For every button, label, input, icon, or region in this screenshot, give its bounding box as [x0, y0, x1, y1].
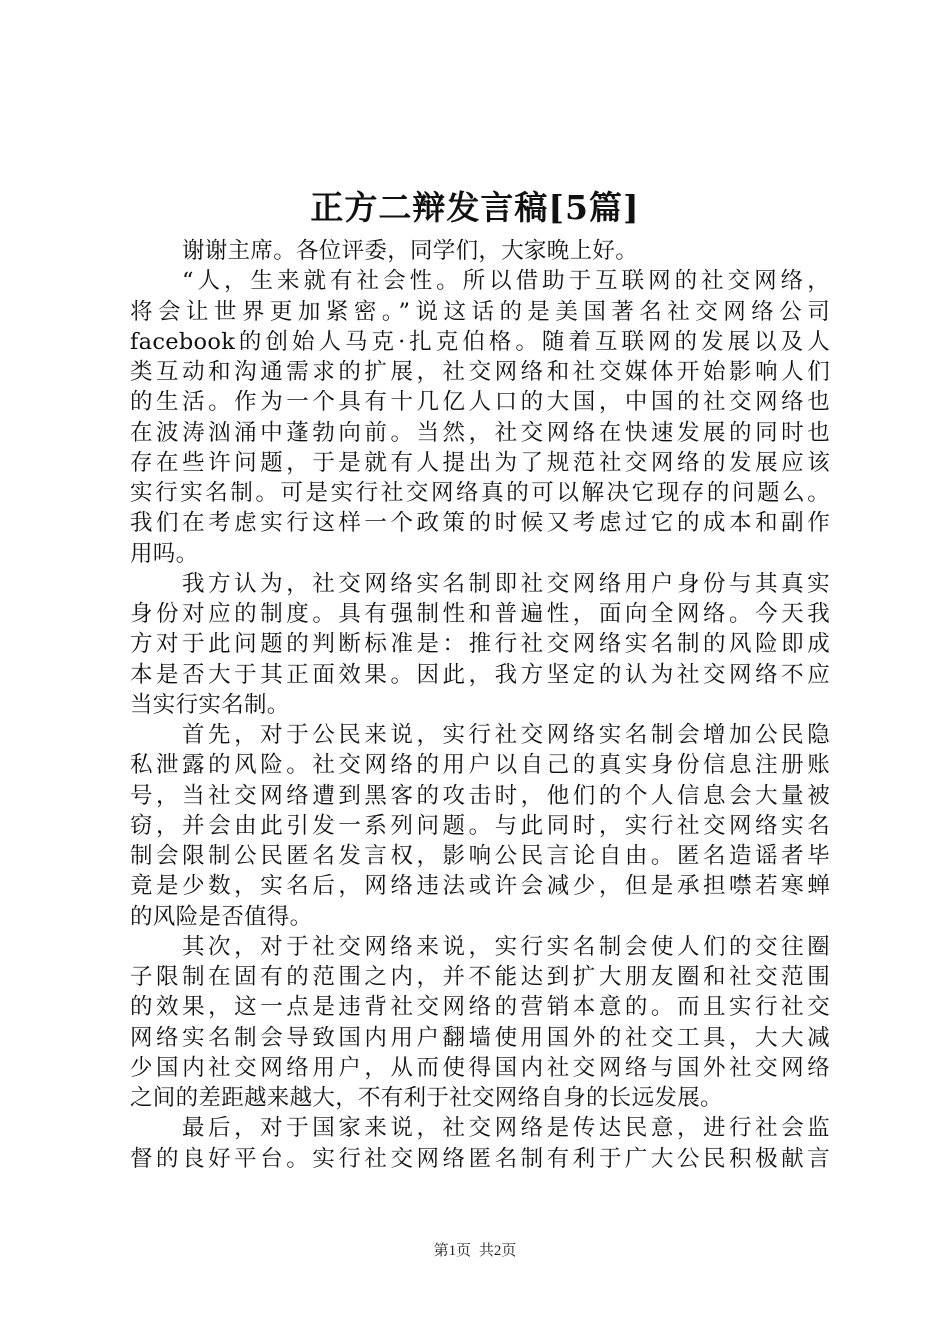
text-line: 用吗。 — [130, 540, 199, 567]
text-line: 在波涛汹涌中蓬勃向前。当然，社交网络在快速发展的同时也 — [130, 419, 830, 446]
text-line: 我们在考虑实行这样一个政策的时候又考虑过它的成本和副作 — [130, 510, 830, 537]
text-line: 号，当社交网络遭到黑客的攻击时，他们的个人信息会大量被 — [130, 782, 830, 809]
text-line: 的风险是否值得。 — [130, 903, 313, 930]
text-line: 首先，对于公民来说，实行社交网络实名制会增加公民隐 — [182, 722, 830, 748]
text-line: 网络实名制会导致国内用户翻墙使用国外的社交工具，大大减 — [130, 1024, 830, 1051]
page-number: 第1页 — [433, 1243, 472, 1259]
text-line: 窃，并会由此引发一系列问题。与此同时，实行社交网络实名 — [130, 812, 830, 839]
text-line: “人，生来就有社会性。所以借助于互联网的社交网络， — [182, 268, 830, 295]
text-line: 子限制在固有的范围之内，并不能达到扩大朋友圈和社交范围 — [130, 964, 830, 990]
text-line: 方对于此问题的判断标准是：推行社交网络实名制的风险即成 — [130, 631, 830, 658]
text-line: 少国内社交网络用户，从而使得国内社交网络与国外社交网络 — [130, 1054, 830, 1081]
text-line: 谢谢主席。各位评委，同学们，大家晚上好。 — [182, 238, 639, 264]
text-line: facebook的创始人马克·扎克伯格。随着互联网的发展以及人 — [130, 328, 830, 355]
page-title: 正方二辩发言稿[5篇] — [310, 188, 640, 227]
text-line: 督的良好平台。实行社交网络匿名制有利于广大公民积极献言 — [130, 1145, 830, 1172]
text-line: 我方认为，社交网络实名制即社交网络用户身份与其真实 — [182, 570, 830, 597]
text-line: 其次，对于社交网络来说，实行实名制会使人们的交往圈 — [182, 933, 830, 960]
text-line: 制会限制公民匿名发言权，影响公民言论自由。匿名造谣者毕 — [130, 843, 830, 869]
text-line: 之间的差距越来越大，不有利于社交网络自身的长远发展。 — [130, 1085, 723, 1111]
text-line: 当实行实名制。 — [130, 691, 290, 718]
document-body — [130, 236, 830, 1174]
text-line: 的效果，这一点是违背社交网络的营销本意的。而且实行社交 — [130, 994, 830, 1021]
text-line: 身份对应的制度。具有强制性和普遍性，面向全网络。今天我 — [130, 601, 830, 627]
text-line: 本是否大于其正面效果。因此，我方坚定的认为社交网络不应 — [130, 661, 830, 688]
text-line: 的生活。作为一个具有十几亿人口的大国，中国的社交网络也 — [130, 389, 830, 416]
text-line: 存在些许问题，于是就有人提出为了规范社交网络的发展应该 — [130, 449, 830, 476]
text-line: 最后，对于国家来说，社交网络是传达民意，进行社会监 — [182, 1115, 830, 1142]
text-line: 类互动和沟通需求的扩展，社交网络和社交媒体开始影响人们 — [130, 359, 830, 385]
text-line: 竟是少数，实名后，网络违法或许会减少，但是承担噤若寒蝉 — [130, 873, 830, 900]
text-line: 私泄露的风险。社交网络的用户以自己的真实身份信息注册账 — [130, 752, 830, 779]
text-line: 实行实名制。可是实行社交网络真的可以解决它现存的问题么。 — [130, 480, 830, 506]
page-total: 共2页 — [478, 1243, 517, 1259]
text-line: 将会让世界更加紧密。”说这话的是美国著名社交网络公司 — [130, 298, 830, 325]
page-footer — [0, 1241, 950, 1261]
